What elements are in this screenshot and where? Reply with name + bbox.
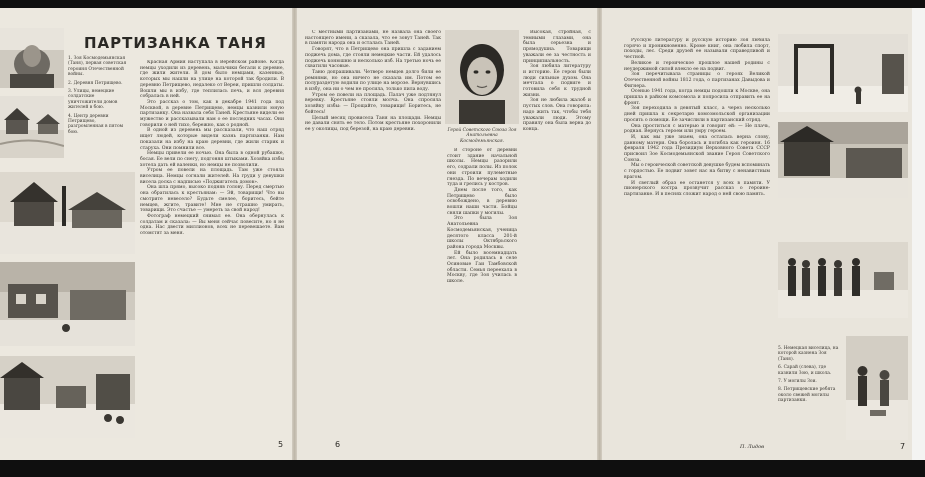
paragraph: Зоя не любила жалоб и пустых слов. Она говорила: надо жить так, чтобы тебя уважали люди. Этому правилу она была верна до конца. [523, 98, 591, 132]
page5-text-column [140, 60, 284, 450]
photo-caption: 4. Центр деревни Петрищево, разгромленная в пятом бою. [68, 113, 124, 135]
photo-children-at-grave [846, 336, 908, 440]
page-number: 7 [900, 442, 906, 451]
paragraph: Утром ее повели на площадь. Палач уже подтянул веревку. Крестьяне стояли молча. Она спросила хозяйку избы: — Прощайте, товарищи! Боритесь, не бойтесь! [305, 92, 441, 115]
page-number: 5 [278, 440, 284, 449]
paragraph: Осенью 1941 года, когда немцы подошли к Москве, она пришла в райком комсомола и попросила отправить ее на фронт. [624, 89, 770, 106]
paragraph: Утром ее повели на площадь. Там уже стояла виселица. Немцы согнали жителей. На груди у девушки висела доска с надписью «Поджигатель домов». [140, 168, 284, 185]
paragraph: Это рассказ о том, как в декабре 1941 года под Москвой, в деревне Петрищево, немцы казнили юную партизанку. Она назвала себя Таней. Крестьяне видели ее мужество и рассказывали нам о ее последних часах. Они говорили о ней тихо, бережно, как о родной. [140, 99, 284, 128]
paragraph: Великое и героическое прошлое нашей родины с неудержимой силой влекло ее на подвиг. [624, 60, 770, 72]
photo-village-center [0, 356, 135, 438]
magazine-spread [0, 8, 912, 460]
paragraph: Днем после того, как Петрищево было освобождено, в деревню вошли наши части. Бойцы сняли шапки у могилы. [447, 187, 517, 216]
right-margin-strip [912, 8, 925, 460]
page6-text-column-1 [305, 30, 441, 448]
paragraph: Говорят, что в Петрищево она пришла с заданием поджечь дома, где стояли немецкие части. Ей удалось поджечь конюшню и несколько изб. На третью ночь ее схватили часовые. [305, 47, 441, 70]
paragraph: Высокая, стройная, с темными глазами, она была серьезна и прямодушна. Товарищи уважали ее за честность и принципиальность. [523, 30, 591, 64]
photo-shed-and-school [778, 122, 908, 198]
article-title: ПАРТИЗАНКА ТАНЯ [84, 34, 267, 52]
paragraph: Русскую литературу и русскую историю Зоя любила горячо и проникновенно. Кроме книг, она любила спорт, походы, лес. Среди друзей ее называли справедливой и честной. [624, 38, 770, 61]
page-7 [602, 8, 912, 460]
photo-zoya-portrait [445, 30, 519, 124]
paragraph: Целый месяц провисела Таня на площади. Немцы не давали снять ее тело. Потом крестьяне похоронили ее у околицы, под березой, на краю деревни. [305, 115, 441, 132]
paragraph: Зоя любила литературу и историю. Ее герои были люди сильные духом. Она мечтала о подвиге и готовила себя к трудной жизни. [523, 64, 591, 98]
paragraph: Она проститься с матерью и говорит ей: — Не плачь, родная. Вернусь героем или умру героем. [624, 123, 770, 135]
photo-caption: 2. Деревня Петрищево. [68, 80, 123, 86]
paragraph: Мы о героической советской девушке будем вспоминать с гордостью. Ее подвиг зовет нас на битву с ненавистным врагом. [624, 163, 770, 180]
paragraph: Таню допрашивали. Четверо немцев долго били ее ремнями, но она ничего не сказала им. Потом ее полураздетую водили по улице на морозе. Вернувшись в избу, она ни о чем не просила, только пила воду. [305, 69, 441, 93]
page-6 [297, 8, 597, 460]
paragraph: И, как мы уже знаем, она осталась верна слову, данному матери. Она боролась и погибла как героиня. 16 февраля 1942 года Президиум Верховного Совета СССР присвоил Зое Космодемьянской звание Героя Советского Союза. [624, 134, 770, 163]
author-signature: П. Лидов [740, 444, 765, 450]
photo-tanya-small [0, 28, 64, 88]
photo-caption: 6. Сарай (слева), где казнили Зою, и школа. [778, 365, 832, 376]
photo-village-street [0, 262, 135, 346]
page7-text-column [624, 38, 770, 442]
paragraph: И светлый образ ее останется у всех в памяти. У пионерского костра прозвучит рассказ о героине-партизанке. И в песнях сложит народ о ней свою память. [624, 180, 770, 197]
paragraph: В стороне от деревни стоит здание начальной школы. Немцы разорили его, содрали полы. Из полок они строили пулеметные гнезда. По вечерам ходили туда и грелись у костров. [447, 148, 517, 188]
photo-caption: 8. Петрищевские ребята около свежей могилы партизанки. [778, 387, 836, 404]
page-5 [0, 8, 292, 460]
photo-caption: 5. Немецкая виселица, на которой казнена Зоя (Таня). [778, 346, 839, 362]
photo-caption: 1. Зоя Космодемьянская (Таня), первая советская героиня Отечественной войны. [68, 56, 127, 78]
bottom-bar [0, 460, 925, 477]
paragraph: Зоя перечитывала страницы о героях Великой Отечественной войны 1812 года, о партизанах Давыдова и Фигнера. [624, 72, 770, 89]
top-bar [0, 0, 925, 8]
paragraph: Красная Армия наступала в Верейском районе. Когда немцы уходили из деревень, мальчики бегали к деревне, где жили жители. В дом было немцами, казенные, которых мы нашли на улице на которой так бродили. В деревню Петрищево, недалеко от Вереи, пришли солдаты. Вошли мы в избу, где теплилась печь, и вся деревня собралась в ней. [140, 60, 284, 100]
photo-grave-gathering [778, 242, 908, 318]
page7-photo-captions [778, 346, 842, 407]
photo-burned-village [0, 172, 135, 254]
paragraph: Фотограф немецкий снимал ее. Она обернулась к солдатам и сказала: — Вы меня сейчас повесите, но я не одна. Нас двести миллионов, всех не перевешаете. Вам отомстят за меня. [140, 213, 284, 237]
page6-text-column-2a [447, 148, 517, 448]
page5-photo-captions [68, 56, 128, 138]
paragraph: В одной из деревень мы рассказали, что наш отряд ищет людей, которые видели казнь партизанки. Нам показали на избу на краю деревни, где жили старик и старуха. Они помнили все. [140, 128, 284, 151]
paragraph: Зоя переходила в девятый класс, а через несколько дней пришла к секретарю комсомольской организации просить о помощи. Ее зачислили в партизанский отряд. [624, 106, 770, 123]
photo-gallows [778, 34, 908, 112]
page6-text-column-2b [523, 30, 591, 448]
paragraph: Она шла прямо, высоко подняв голову. Перед смертью она обратилась к крестьянам: — Эй, товарищи! Что вы смотрите невесело? Будьте смелее, боритесь, бейте немцев, жгите, травите! Мне не страшно умирать, товарищи. Это счастье — умереть за свой народ! [140, 185, 284, 214]
page-number: 6 [335, 440, 341, 449]
paragraph: Немцы привели ее ночью. Она была в одной рубашке, босая. Ее вели по снегу, подгоняя штыками. Хозяйка избы хотела дать ей валенки, но немцы не позволили. [140, 151, 284, 168]
paragraph: Ей было восемнадцать лет. Она родилась в селе Осиновые Гаи Тамбовской области. Семья переехала в Москву, где Зоя училась в школе. [447, 250, 517, 285]
paragraph: С местными партизанами, не назвала она своего настоящего имени, а сказала, что ее зовут Таней. Так в памяти народа она и осталась Таней. [305, 30, 441, 47]
photo-village-road [0, 96, 64, 158]
paragraph: Это была Зоя Анатольевна Космодемьянская, ученица десятого класса 201-й школы Октябрьского района города Москвы. [447, 216, 517, 250]
photo-caption: 3. Улицы, немецкие солдатские уничтожители домов жителей в бою. [68, 89, 118, 111]
photo-caption: 7. У могилы Зои. [778, 379, 817, 385]
portrait-caption: Герой Советского Союза Зоя Анатольевна Космодемьянская. [447, 128, 517, 144]
